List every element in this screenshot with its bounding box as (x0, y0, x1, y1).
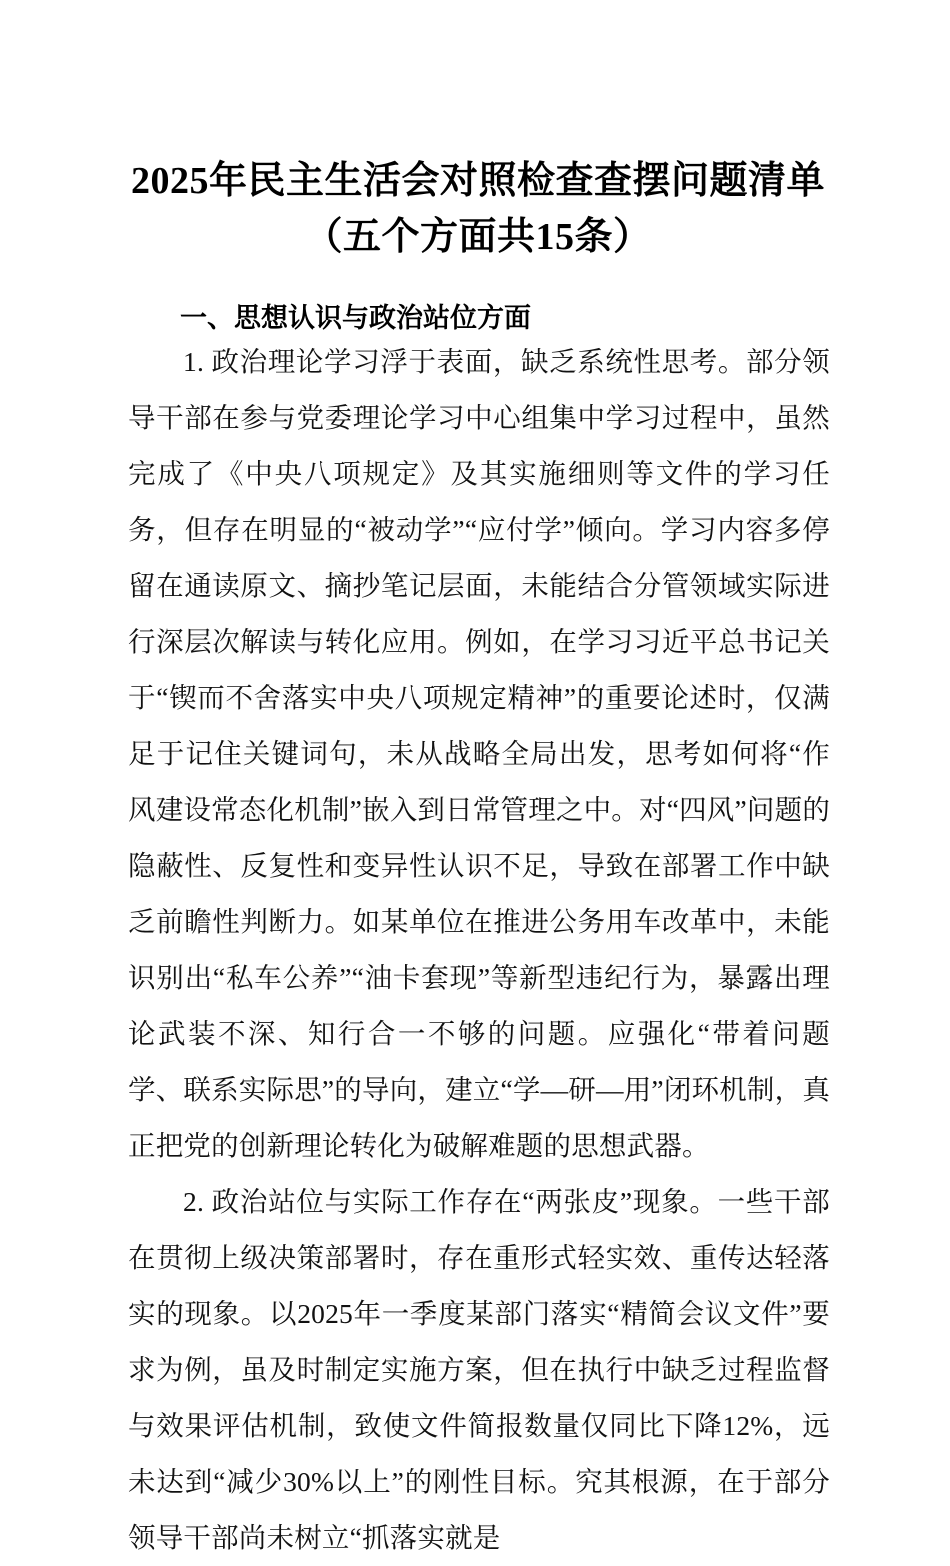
page-title: 2025年民主生活会对照检查查摆问题清单（五个方面共15条） (130, 160, 825, 259)
paragraph-1: 1. 政治理论学习浮于表面，缺乏系统性思考。部分领导干部在参与党委理论学习中心组集中学习过程中，虽然完成了《中央八项规定》及其实施细则等文件的学习任务，但存在明显的“被动学”“应付学”倾向。学习内容多停留在通读原文、摘抄笔记层面，未能结合分管领域实际进行深层次解读与转化应用。例如，在学习习近平总书记关于“锲而不舍落实中央八项规定精神”的重要论述时，仅满足于记住关键词句，未从战略全局出发，思考如何将“作风建设常态化机制”嵌入到日常管理之中。对“四风”问题的隐蔽性、反复性和变异性认识不足，导致在部署工作中缺乏前瞻性判断力。如某单位在推进公务用车改革中，未能识别出“私车公养”“油卡套现”等新型违纪行为，暴露出理论武装不深、知行合一不够的问题。应强化“带着问题学、联系实际思”的导向，建立“学—研—用”闭环机制，真正把党的创新理论转化为破解难题的思想武器。 (128, 346, 831, 1161)
section-heading-1: 一、思想认识与政治站位方面 (180, 303, 531, 334)
body-content (128, 334, 830, 1566)
paragraph-2: 2. 政治站位与实际工作存在“两张皮”现象。一些干部在贯彻上级决策部署时，存在重形式轻实效、重传达轻落实的现象。以2025年一季度某部门落实“精简会议文件”要求为例，虽及时制定实施方案，但在执行中缺乏过程监督与效果评估机制，致使文件简报数量仅同比下降12%，远未达到“减少30%以上”的刚性目标。究其根源，在于部分领导干部尚未树立“抓落实就是 (128, 1186, 830, 1553)
